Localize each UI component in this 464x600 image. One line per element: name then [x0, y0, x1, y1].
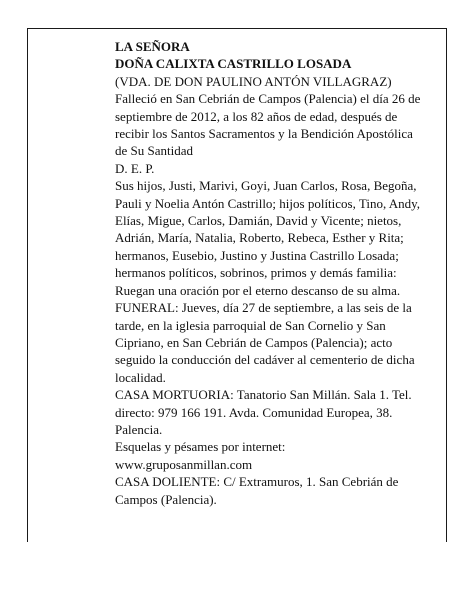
- obituary-notice: [115, 38, 425, 508]
- internet-label: Esquelas y pésames por internet:: [115, 439, 286, 455]
- website-link: www.gruposanmillan.com: [115, 456, 253, 472]
- title-line-1: LA SEÑORA: [115, 39, 190, 54]
- deceased-name: DOÑA CALIXTA CASTRILLO LOSADA: [115, 56, 352, 72]
- mortuary-text: CASA MORTUORIA: Tanatorio San Millán. Sala 1. Tel. directo: 979 166 191. Avda. Comunidad Europea, 38. Palencia.: [115, 387, 412, 437]
- funeral-text: FUNERAL: Jueves, día 27 de septiembre, a las seis de la tarde, en la iglesia parroquial de San Cornelio y San Cipriano, en San Cebrián de Campos (Palencia); acto seguido la conducción del cadáver al cementerio de dicha localidad.: [115, 300, 415, 385]
- widow-of: (VDA. DE DON PAULINO ANTÓN VILLAGRAZ): [115, 73, 392, 89]
- family-text: Sus hijos, Justi, Marivi, Goyi, Juan Carlos, Rosa, Begoña, Pauli y Noelia Antón Castrillo; hijos políticos, Tino, Andy, Elías, Migue, Carlos, Damián, David y Vicente; nietos, Adrián, María, Natalia, Roberto, Rebeca, Esther y Rita; hermanos, Eusebio, Justino y Justina Castrillo Losada; hermanos políticos, sobrinos, primos y demás familia:: [115, 178, 421, 281]
- death-text: Falleció en San Cebrián de Campos (Palencia) el día 26 de septiembre de 2012, a los 82 años de edad, después de recibir los Santos Sacramentos y la Bendición Apostólica de Su Santidad: [115, 91, 421, 159]
- mourning-house: CASA DOLIENTE: C/ Extramuros, 1. San Cebrián de Campos (Palencia).: [115, 474, 399, 507]
- prayer-request: Ruegan una oración por el eterno descanso de su alma.: [115, 282, 401, 298]
- rip: D. E. P.: [115, 160, 155, 176]
